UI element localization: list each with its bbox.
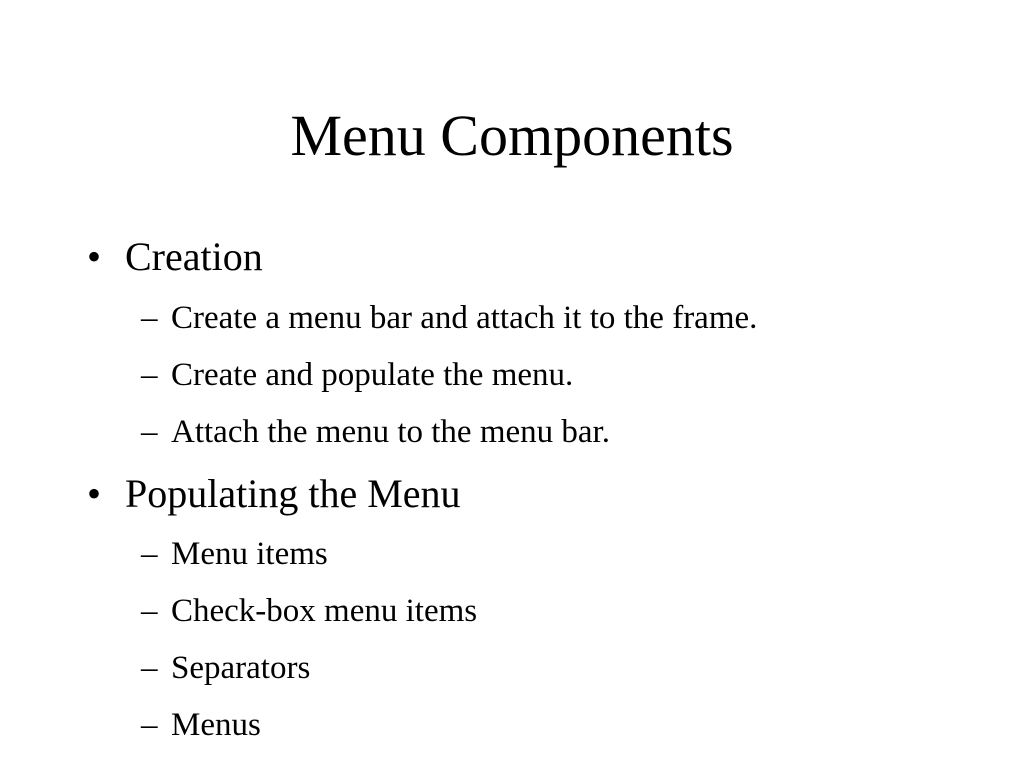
dash-icon: – xyxy=(141,593,158,629)
dash-icon: – xyxy=(141,357,158,393)
sub-item-label: Check-box menu items xyxy=(171,593,478,629)
sub-item-label: Create and populate the menu. xyxy=(171,357,574,393)
sub-item-label: Separators xyxy=(171,650,311,686)
sub-item-label: Menu items xyxy=(171,536,328,572)
sub-item-label: Create a menu bar and attach it to the frame. xyxy=(171,300,758,336)
dash-icon: – xyxy=(141,300,158,336)
sub-item xyxy=(141,355,573,395)
bullet-label: Creation xyxy=(125,234,263,279)
dash-icon: – xyxy=(141,536,158,572)
dash-icon: – xyxy=(141,650,158,686)
bullet-item-creation xyxy=(87,233,263,281)
sub-item-label: Menus xyxy=(171,707,261,743)
dash-icon: – xyxy=(141,707,158,743)
sub-item xyxy=(141,298,757,338)
bullet-icon: • xyxy=(87,234,102,279)
sub-item xyxy=(141,705,261,745)
sub-item xyxy=(141,591,477,631)
bullet-icon: • xyxy=(87,471,102,516)
bullet-label: Populating the Menu xyxy=(125,471,461,516)
sub-item xyxy=(141,534,328,574)
slide-title: Menu Components xyxy=(290,103,734,168)
sub-item-label: Attach the menu to the menu bar. xyxy=(171,414,610,450)
dash-icon: – xyxy=(141,414,158,450)
sub-item xyxy=(141,648,310,688)
sub-item xyxy=(141,412,610,452)
bullet-item-populating-the-menu xyxy=(87,470,461,518)
